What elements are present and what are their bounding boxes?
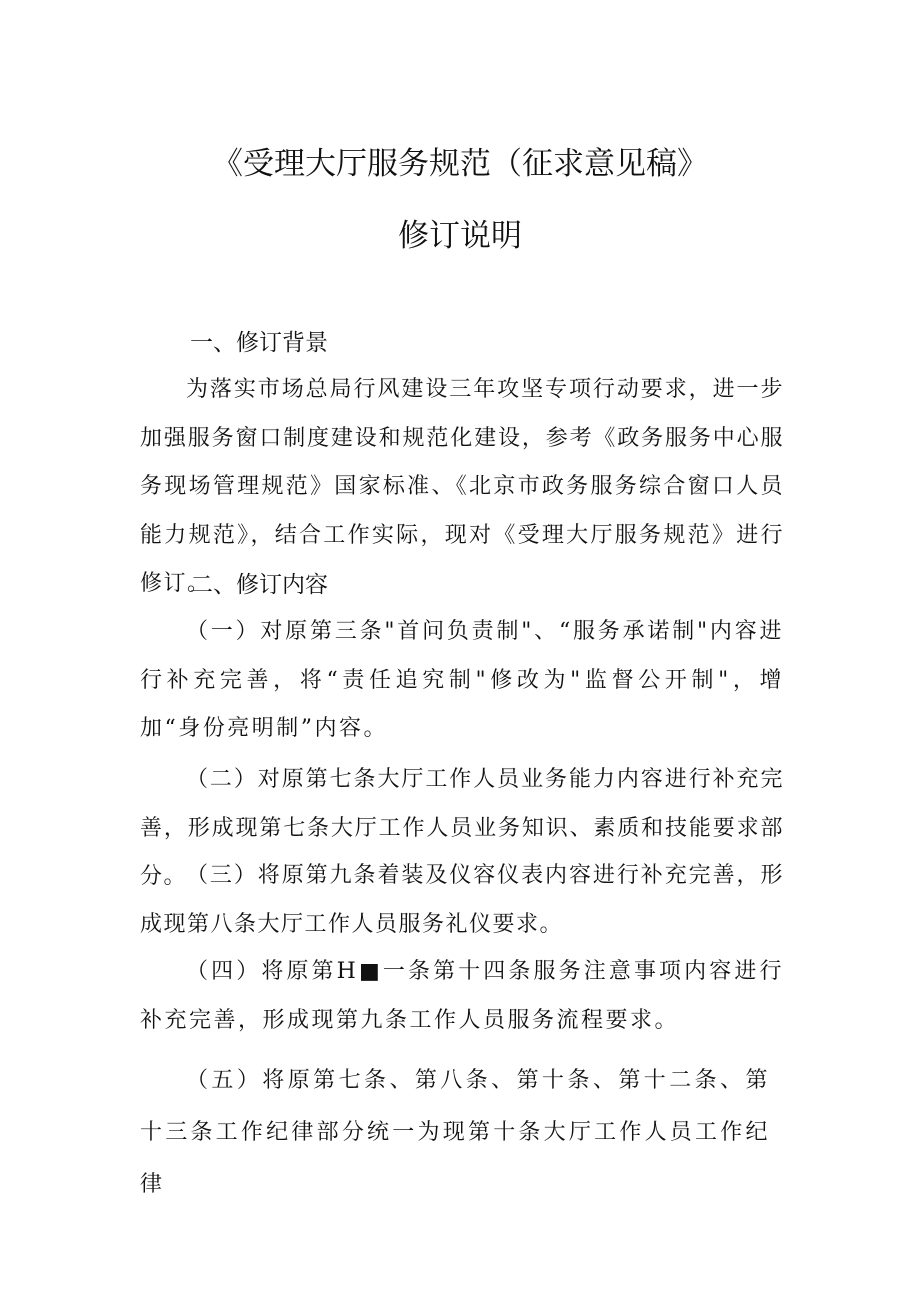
document-subtitle: 修订说明 <box>398 218 522 254</box>
revision-item-3: （三）将原第九条着装及仪容仪表内容进行补充完善，形成现第八条大厅工作人员服务礼仪要求。 <box>140 863 784 937</box>
section-heading-content: 二、修订内容 <box>190 572 328 598</box>
revision-item-5: （五）将原第七条、第八条、第十条、第十二条、第十三条工作纪律部分统一为现第十条大厅工作人员工作纪律 <box>140 1068 770 1197</box>
document-title: 《受理大厅服务规范（征求意见稿》 <box>212 146 708 182</box>
paragraph-background: 为落实市场总局行风建设三年攻坚专项行动要求，进一步加强服务窗口制度建设和规范化建设，参考《政务服务中心服务现场管理规范》国家标准、《北京市政务服务综合窗口人员能力规范》，结合工作实际，现对《受理大厅服务规范》进行修订。 <box>140 377 784 596</box>
section-heading-background: 一、修订背景 <box>190 330 328 356</box>
revision-item-4: （四）将原第H■一条第十四条服务注意事项内容进行补充完善，形成现第九条工作人员服务流程要求。 <box>140 959 784 1033</box>
revision-item-1: （一）对原第三条"首问负责制"、“服务承诺制"内容进行补充完善，将“责任追究制"修改为"监督公开制"，增加“身份亮明制”内容。 <box>140 619 784 741</box>
revision-item-2: （二）对原第七条大厅工作人员业务能力内容进行补充完善，形成现第七条大厅工作人员业务知识、素质和技能要求部分。 <box>140 767 784 889</box>
